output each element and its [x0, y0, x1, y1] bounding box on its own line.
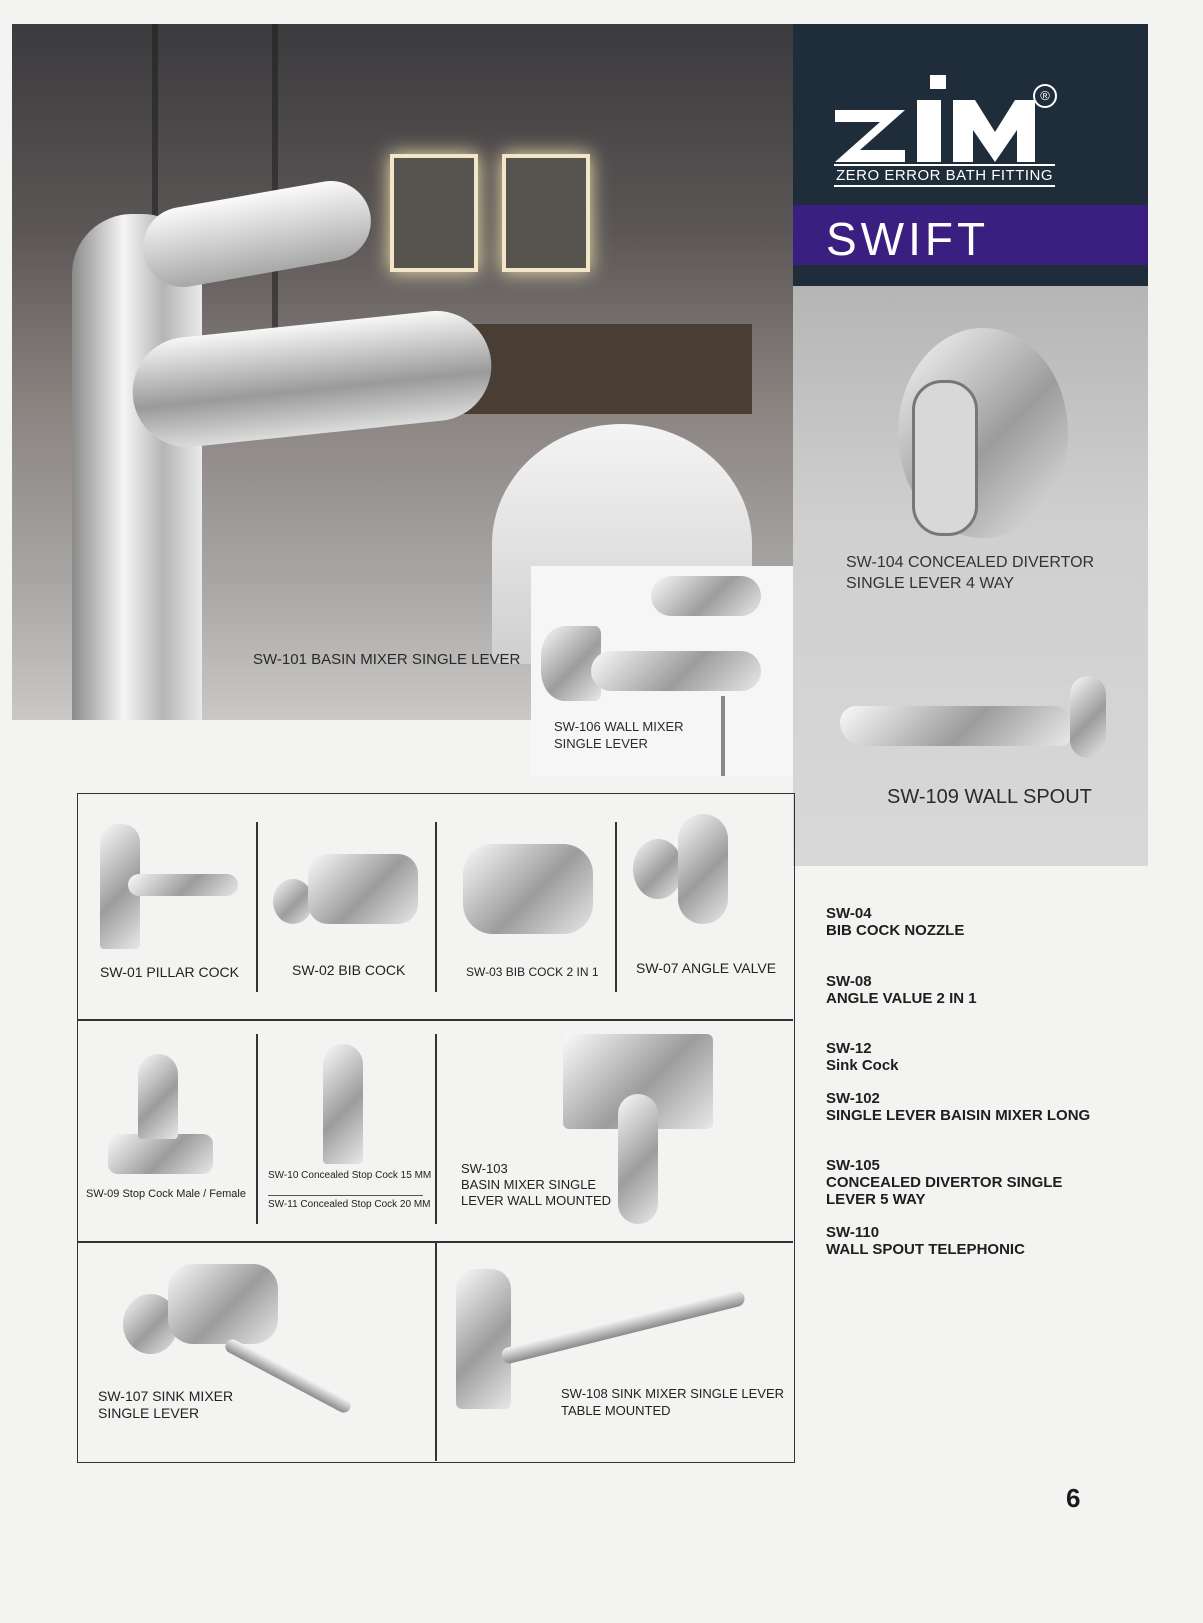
caption-sw106 — [554, 718, 684, 752]
caption-line: SW-108 SINK MIXER SINGLE LEVER — [561, 1386, 784, 1401]
code-label: SW-105 — [826, 1157, 880, 1174]
caption-sw11: SW-11 Concealed Stop Cock 20 MM — [268, 1199, 431, 1210]
code-label: SW-04 — [826, 905, 872, 922]
bib-cock-2in1-image — [463, 844, 593, 934]
grid-divider — [256, 822, 258, 992]
code-desc: SINGLE LEVER BAISIN MIXER LONG — [826, 1107, 1091, 1124]
caption-line: SINGLE LEVER 4 WAY — [846, 575, 1015, 592]
caption-line: SINGLE LEVER — [98, 1405, 200, 1421]
caption-sw03: SW-03 BIB COCK 2 IN 1 — [466, 965, 599, 979]
mirror — [390, 154, 478, 272]
sink-mixer-table-spout — [500, 1289, 746, 1365]
wall-spout-flange — [1070, 676, 1106, 758]
grid-divider — [78, 1019, 793, 1021]
basin-mixer-photo — [72, 214, 202, 720]
code-item — [826, 1224, 1025, 1258]
caption-sw107 — [98, 1388, 233, 1422]
grid-divider — [435, 1241, 437, 1461]
divertor-lever — [912, 380, 978, 536]
caption-sw101: SW-101 BASIN MIXER SINGLE LEVER — [253, 651, 521, 668]
code-desc: CONCEALED DIVERTOR SINGLE — [826, 1174, 1063, 1191]
caption-sw104 — [846, 552, 1094, 594]
code-desc: LEVER 5 WAY — [826, 1191, 926, 1208]
caption-sw09: SW-09 Stop Cock Male / Female — [86, 1188, 246, 1200]
caption-line: SW-107 SINK MIXER — [98, 1388, 234, 1404]
caption-sw103 — [461, 1161, 611, 1209]
sink-mixer-wall-body — [168, 1264, 278, 1344]
sink-mixer-wall-spout — [223, 1337, 353, 1415]
wall-basin-mixer-spout — [618, 1094, 658, 1224]
series-title: SWIFT — [826, 213, 990, 265]
grid-divider — [435, 1034, 437, 1224]
code-item — [826, 1090, 1090, 1124]
code-desc: Sink Cock — [826, 1057, 899, 1074]
caption-line: SW-103 — [461, 1161, 508, 1176]
hose — [721, 696, 725, 776]
caption-sw02: SW-02 BIB COCK — [292, 962, 406, 978]
brand-tagline: ZERO ERROR BATH FITTING — [834, 164, 1055, 187]
sink-mixer-table-image — [456, 1269, 511, 1409]
code-label: SW-110 — [826, 1224, 880, 1241]
code-desc: ANGLE VALUE 2 IN 1 — [826, 990, 977, 1007]
caption-line: LEVER WALL MOUNTED — [461, 1193, 612, 1208]
bib-cock-image — [273, 879, 313, 924]
pillar-cock-spout — [128, 874, 238, 896]
code-label: SW-12 — [826, 1040, 872, 1057]
product-grid — [77, 793, 795, 1463]
caption-line: SW-104 CONCEALED DIVERTOR — [846, 554, 1095, 571]
code-desc: BIB COCK NOZZLE — [826, 922, 965, 939]
bib-cock-body — [308, 854, 418, 924]
caption-line: BASIN MIXER SINGLE — [461, 1177, 597, 1192]
wall-spout-image — [840, 706, 1070, 746]
caption-line: SINGLE LEVER — [554, 736, 648, 751]
stop-cock-image — [108, 1134, 213, 1174]
code-item — [826, 1157, 1062, 1208]
caption-line: TABLE MOUNTED — [561, 1403, 671, 1418]
grid-divider — [435, 822, 437, 992]
angle-valve-image — [633, 839, 683, 899]
caption-sw01: SW-01 PILLAR COCK — [100, 964, 240, 980]
caption-sw109: SW-109 WALL SPOUT — [887, 786, 1092, 808]
grid-divider — [256, 1034, 258, 1224]
caption-sw108 — [561, 1385, 784, 1419]
caption-sw10: SW-10 Concealed Stop Cock 15 MM — [268, 1170, 432, 1181]
angle-valve-lever — [678, 814, 728, 924]
wall-mixer-lever — [651, 576, 761, 616]
code-label: SW-102 — [826, 1090, 880, 1107]
code-item — [826, 905, 964, 939]
caption-line: SW-106 WALL MIXER — [554, 719, 684, 734]
registered-mark: ® — [1033, 84, 1057, 108]
code-item — [826, 1040, 899, 1074]
page-number: 6 — [1066, 1483, 1081, 1513]
grid-divider — [615, 822, 617, 992]
code-label: SW-08 — [826, 973, 872, 990]
stop-cock-lever — [138, 1054, 178, 1139]
caption-sw07: SW-07 ANGLE VALVE — [636, 960, 777, 976]
code-item — [826, 973, 977, 1007]
wall-mixer-body — [591, 651, 761, 691]
mirror — [502, 154, 590, 272]
zim-logo — [835, 70, 1035, 165]
code-desc: WALL SPOUT TELEPHONIC — [826, 1241, 1025, 1258]
caption-separator — [268, 1195, 423, 1196]
concealed-stop-cock-image — [323, 1044, 363, 1164]
